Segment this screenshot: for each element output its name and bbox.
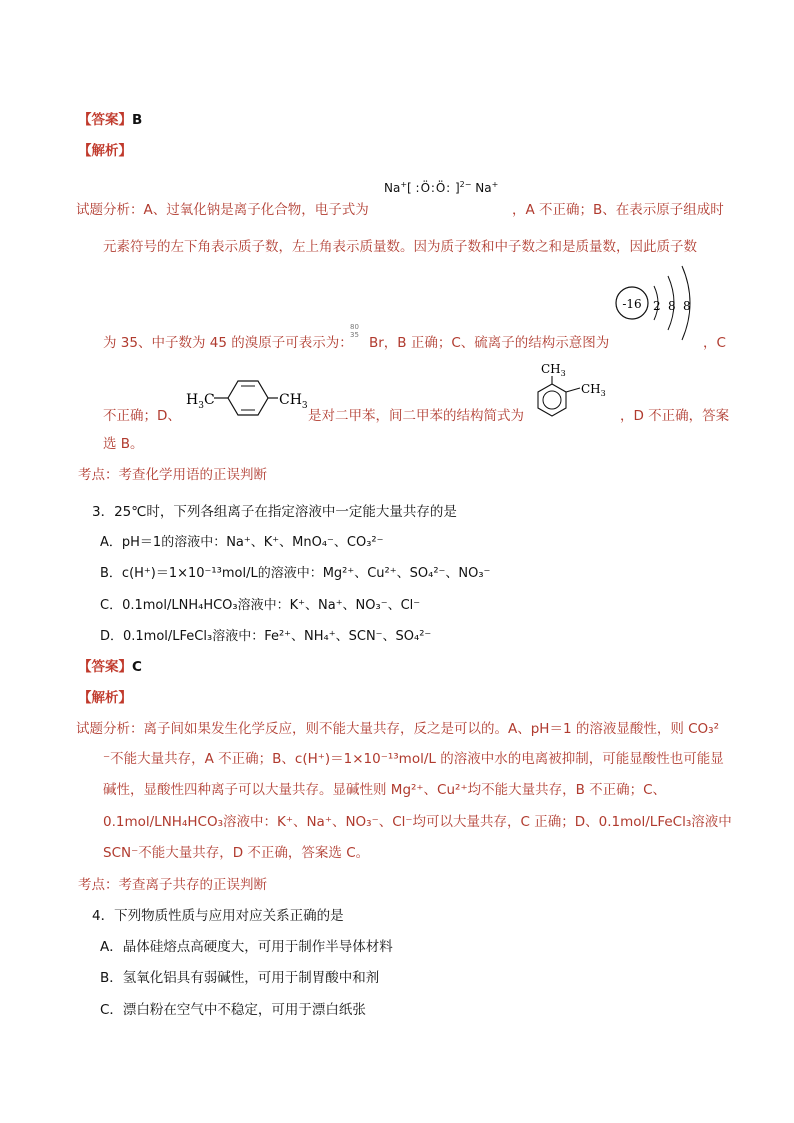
answer-value: B xyxy=(132,112,143,128)
meta-xylene-structure xyxy=(534,362,614,424)
answer-line-q3 xyxy=(78,655,142,675)
q3-analysis-line4: 0.1mol/LNH₄HCO₃溶液中：K⁺、Na⁺、NO₃⁻、Cl⁻均可以大量共存，C 正确；D、0.1mol/LFeCl₃溶液中 xyxy=(103,814,732,830)
ch3-label-side: CH xyxy=(581,382,601,396)
na-left: Na xyxy=(384,181,401,195)
q3-analysis-line5: SCN⁻不能大量共存，D 不正确，答案选 C。 xyxy=(103,845,370,861)
svg-text:CH3: $CH_3$ xyxy=(541,362,566,378)
sodium-peroxide-electron-formula: Na+[ :Ö:Ö: ]$^{2-}$ Na+ xyxy=(384,180,499,195)
q2-analysis-line3a: 为 35、中子数为 45 的溴原子可表示为： xyxy=(103,335,353,351)
q3-point: 考点：考查离子共存的正误判断 xyxy=(78,877,267,893)
q3-analysis-line3: 碱性，显酸性四种离子可以大量共存。显碱性则 Mg²⁺、Cu²⁺均不能大量共存，B 不正确；C、 xyxy=(103,782,667,798)
q2-analysis-line3b: Br，B 正确；C、硫离子的结构示意图为 xyxy=(369,335,610,351)
para-xylene-structure xyxy=(186,374,308,424)
q3-option-a: A．pH＝1的溶液中：Na⁺、K⁺、MnO₄⁻、CO₃²⁻ xyxy=(100,535,384,550)
analysis-tag-q3: 【解析】 xyxy=(78,690,132,706)
q3-option-d: D．0.1mol/LFeCl₃溶液中：Fe²⁺、NH₄⁺、SCN⁻、SO₄²⁻ xyxy=(100,629,432,644)
q2-analysis-line4b: 是对二甲苯，间二甲苯的结构简式为 xyxy=(308,408,524,424)
q2-point: 考点：考查化学用语的正误判断 xyxy=(78,467,267,483)
answer-tag-q3: 【答案】 xyxy=(78,659,132,675)
q4-stem: 4．下列物质性质与应用对应关系正确的是 xyxy=(92,908,344,924)
q3-stem: 3．25℃时，下列各组离子在指定溶液中一定能大量共存的是 xyxy=(92,504,457,520)
q2-analysis-line2: 元素符号的左下角表示质子数，左上角表示质量数。因为质子数和中子数之和是质量数，因此质子数 xyxy=(103,239,697,255)
q2-analysis-line1b: ，A 不正确；B、在表示原子组成时 xyxy=(512,202,724,218)
svg-text:CH3: $CH_3$ xyxy=(581,382,606,398)
q2-analysis-line3c: ，C xyxy=(703,335,726,351)
h3c-label: H xyxy=(186,392,199,408)
answer-tag: 【答案】 xyxy=(78,112,132,128)
shell-2: 8 xyxy=(668,299,676,313)
q4-option-c: C．漂白粉在空气中不稳定，可用于漂白纸张 xyxy=(100,1002,366,1018)
answer-line-q2 xyxy=(78,108,142,128)
q4-option-b: B．氢氧化铝具有弱碱性，可用于制胃酸中和剂 xyxy=(100,970,380,986)
q4-option-a: A．晶体硅熔点高硬度大，可用于制作半导体材料 xyxy=(100,939,393,955)
na-right: Na xyxy=(475,181,492,195)
bromine-isotope-numbers: 80 35 xyxy=(350,323,359,339)
q3-analysis-line2: ⁻不能大量共存，A 不正确；B、c(H⁺)＝1×10⁻¹³mol/L 的溶液中水的电离被抑制，可能显酸性也可能显 xyxy=(103,751,724,767)
svg-text:CH3: $CH_3$ xyxy=(279,392,308,411)
q3-option-c: C．0.1mol/LNH₄HCO₃溶液中：K⁺、Na⁺、NO₃⁻、Cl⁻ xyxy=(100,598,421,613)
ch3-label-top: CH xyxy=(541,362,561,376)
analysis-tag-q2: 【解析】 xyxy=(78,143,132,159)
q3-option-b: B．c(H⁺)＝1×10⁻¹³mol/L的溶液中：Mg²⁺、Cu²⁺、SO₄²⁻、NO₃⁻ xyxy=(100,566,491,581)
q3-analysis-line1: 试题分析：离子间如果发生化学反应，则不能大量共存，反之是可以的。A、pH＝1 的溶液显酸性，则 CO₃² xyxy=(76,721,720,737)
q2-analysis-line4c: ，D 不正确，答案 xyxy=(620,408,730,424)
shell-3: 8 xyxy=(683,299,691,313)
sulfur-ion-structure-diagram xyxy=(610,262,700,347)
answer-value-q3: C xyxy=(132,659,142,675)
svg-text:H3C: $H_3C$ xyxy=(186,392,215,411)
q2-analysis-line4a: 不正确；D、 xyxy=(103,408,181,424)
ch3-label-right: CH xyxy=(279,392,302,408)
q2-analysis-line5: 选 B。 xyxy=(103,436,144,452)
nucleus-charge: -16 xyxy=(622,297,642,311)
q2-analysis-line1a: 试题分析：A、过氧化钠是离子化合物，电子式为 xyxy=(76,202,369,218)
shell-1: 2 xyxy=(653,299,661,313)
